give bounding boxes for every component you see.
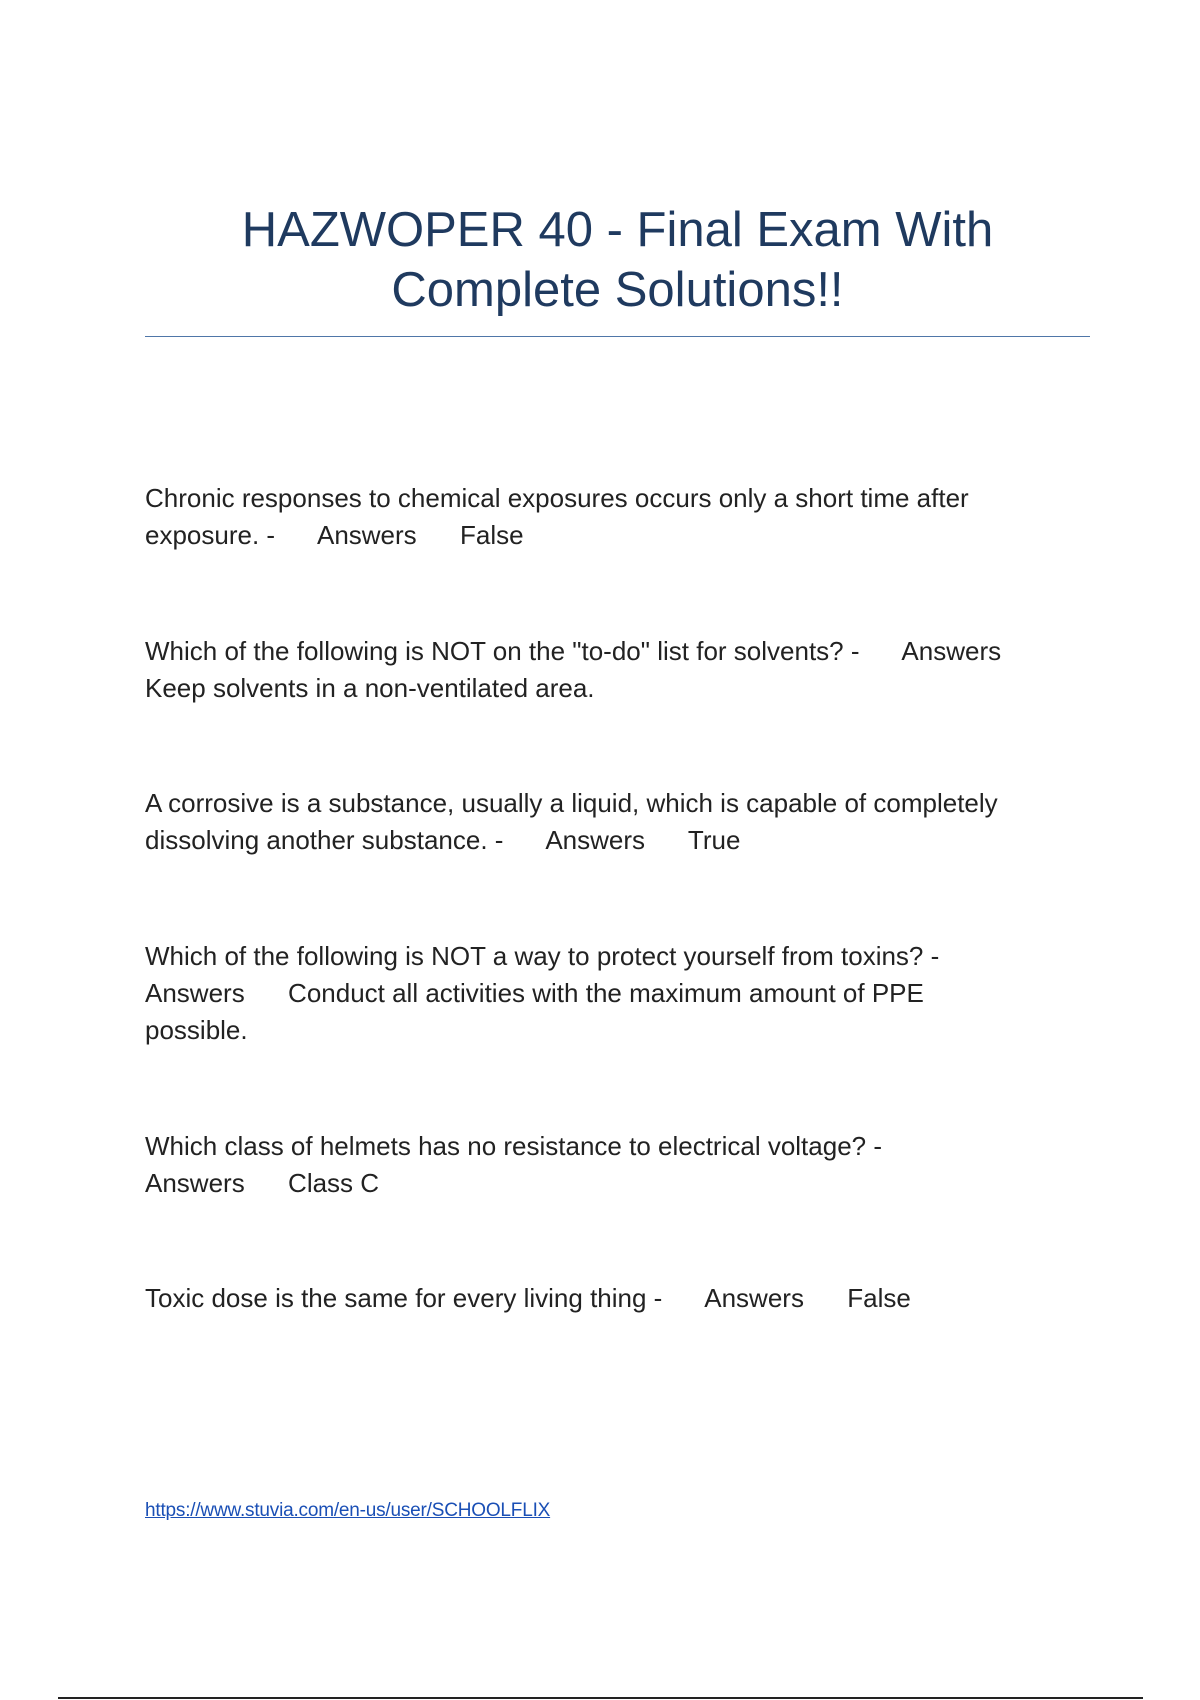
qa-item xyxy=(145,633,1075,707)
title-line: Complete Solutions!! xyxy=(391,263,844,317)
qa-text-line: Toxic dose is the same for every living thing - Answers False xyxy=(145,1283,911,1313)
qa-text-line: Chronic responses to chemical exposures occurs only a short time after xyxy=(145,483,969,513)
footer-link[interactable]: https://www.stuvia.com/en-us/user/SCHOOLFLIX xyxy=(145,1500,551,1521)
qa-item xyxy=(145,785,1075,859)
title-line: HAZWOPER 40 - Final Exam With xyxy=(241,203,994,257)
qa-text-line: Which of the following is NOT on the "to-do" list for solvents? - Answers xyxy=(145,636,1002,666)
qa-text-line: Answers Conduct all activities with the maximum amount of PPE xyxy=(145,978,924,1008)
qa-text-line: possible. xyxy=(145,1015,248,1045)
document-title xyxy=(145,200,1090,320)
qa-text-line: Answers Class C xyxy=(145,1168,380,1198)
bottom-divider xyxy=(58,1697,1143,1699)
qa-item xyxy=(145,480,1075,554)
qa-item xyxy=(145,1280,1075,1317)
qa-text-line: dissolving another substance. - Answers True xyxy=(145,825,741,855)
qa-text-line: A corrosive is a substance, usually a liquid, which is capable of completely xyxy=(145,788,998,818)
qa-text-line: Which of the following is NOT a way to protect yourself from toxins? - xyxy=(145,941,940,971)
qa-text-line: exposure. - Answers False xyxy=(145,520,524,550)
qa-item xyxy=(145,1128,1075,1202)
qa-text-line: Keep solvents in a non-ventilated area. xyxy=(145,673,595,703)
title-divider xyxy=(145,336,1090,337)
qa-text-line: Which class of helmets has no resistance to electrical voltage? - xyxy=(145,1131,883,1161)
qa-item xyxy=(145,938,1075,1049)
